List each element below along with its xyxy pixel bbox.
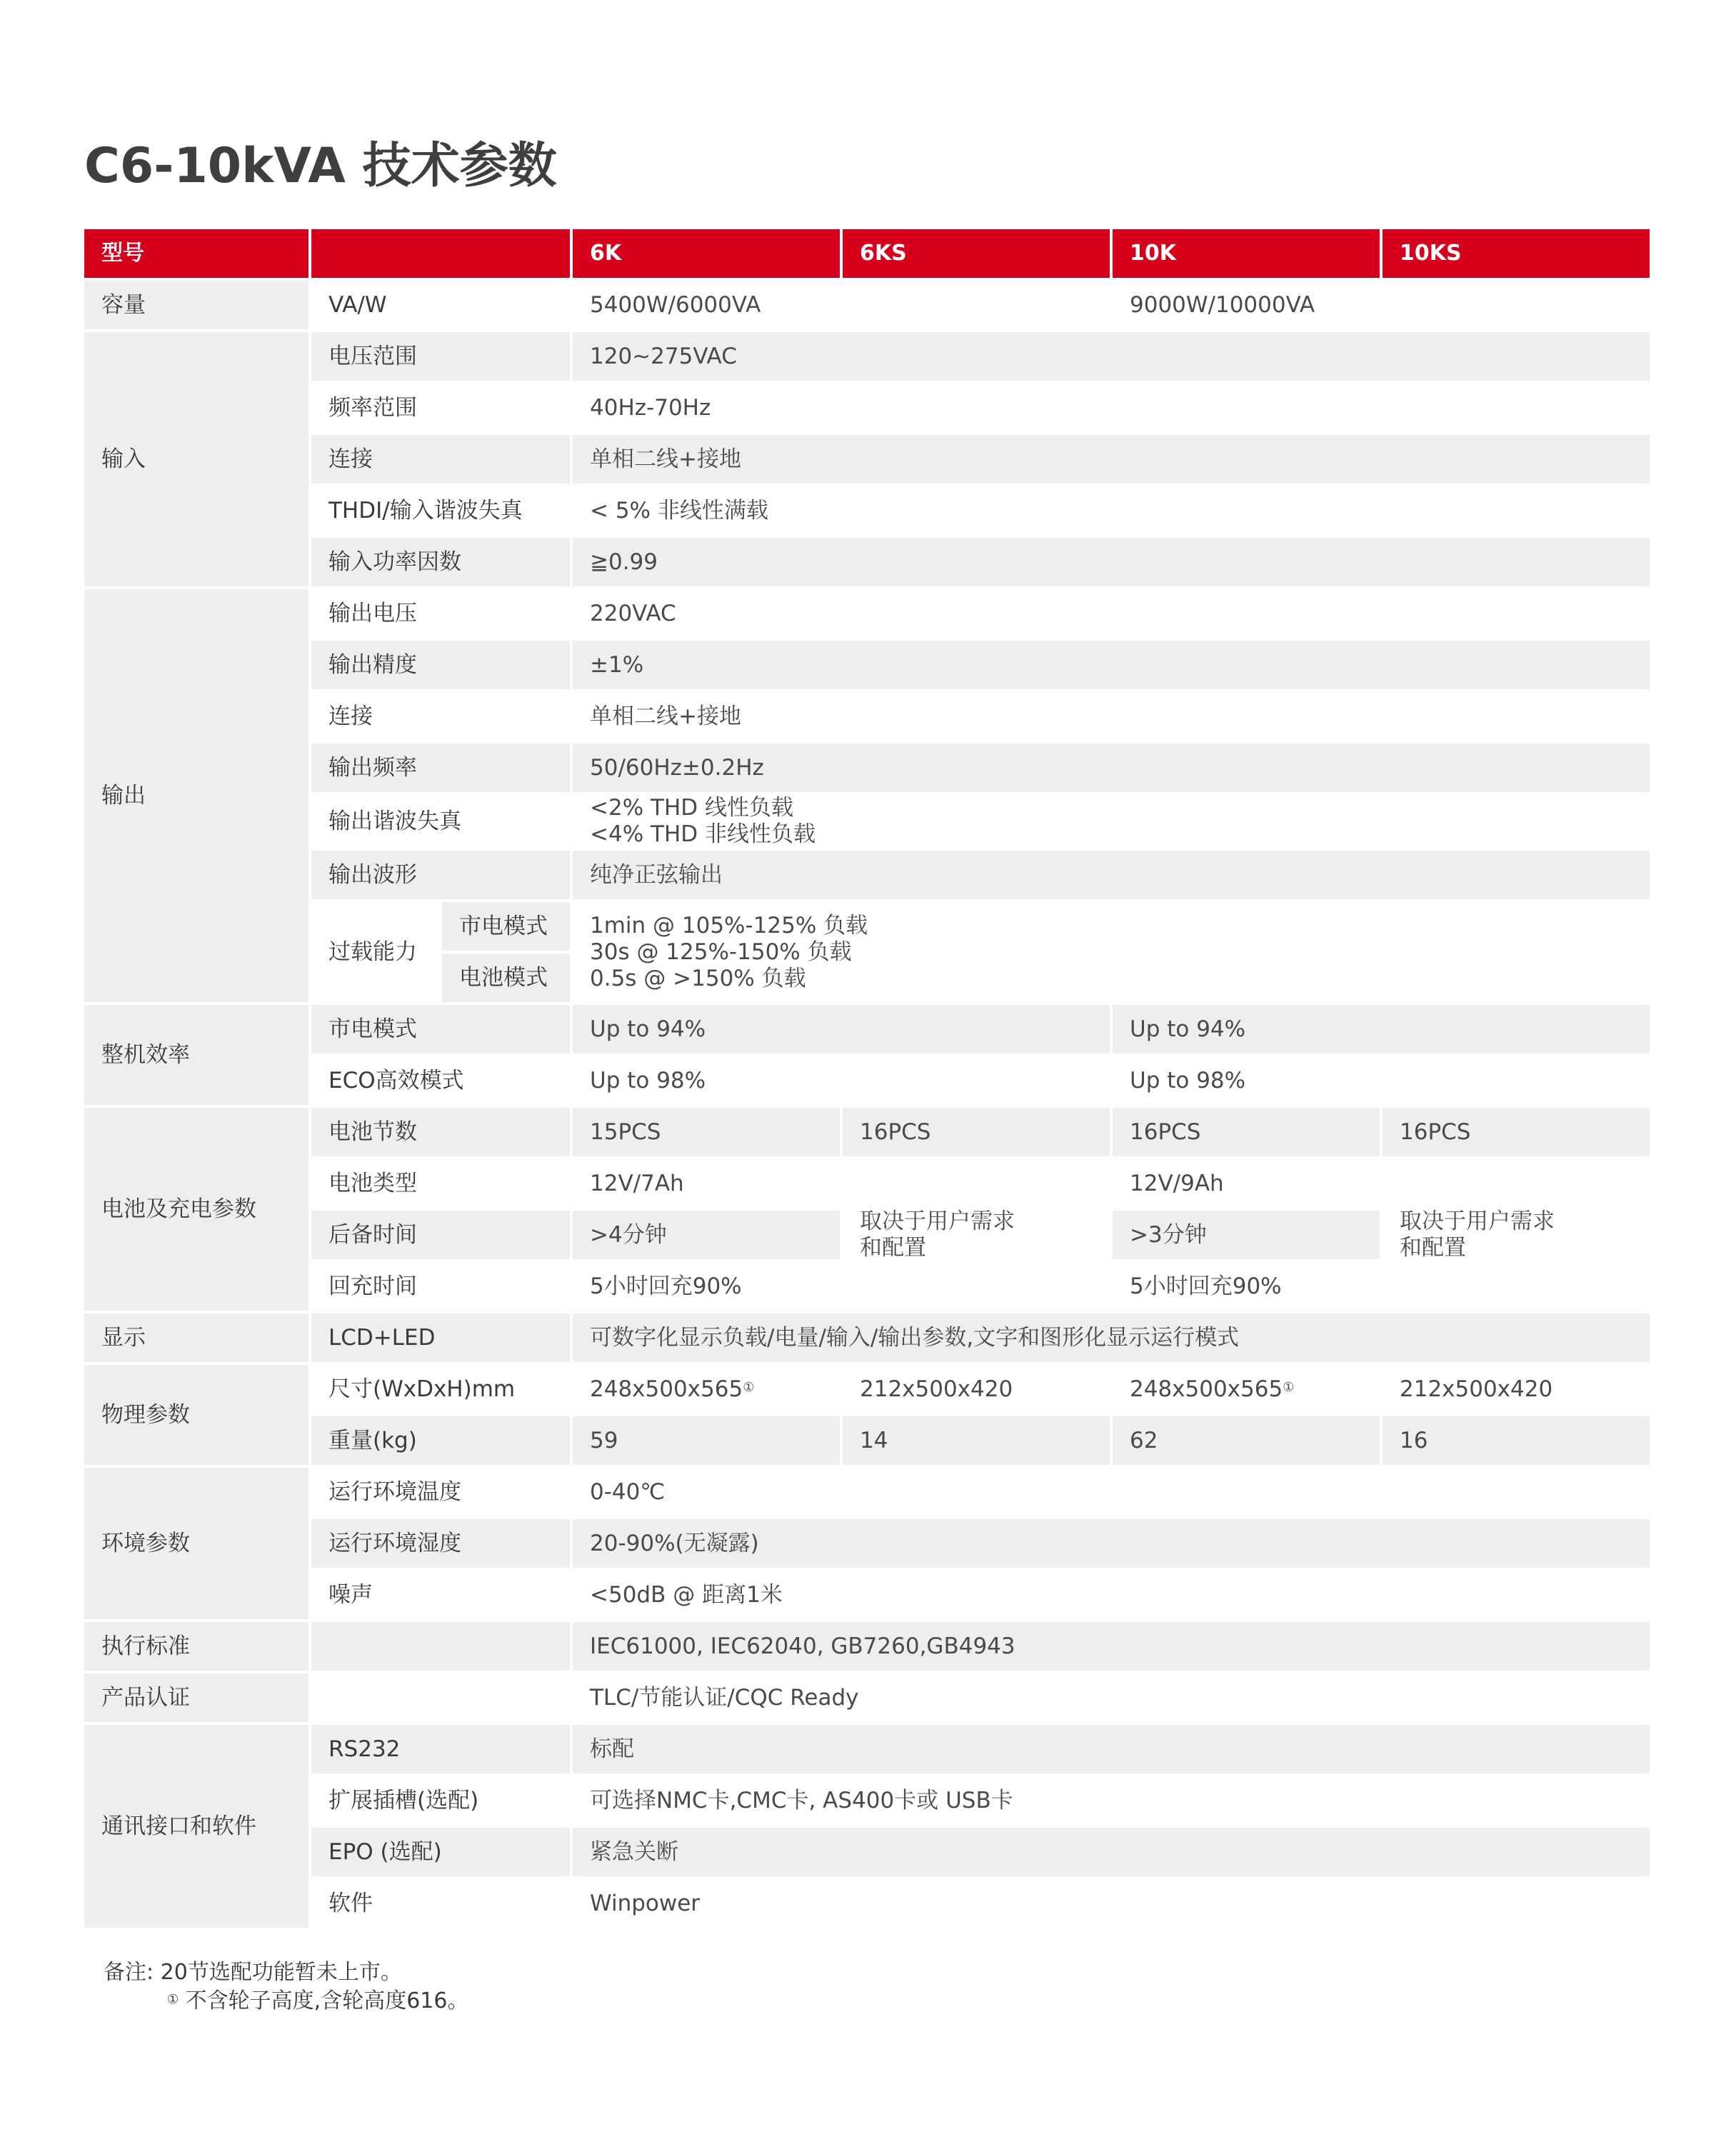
- table-row: [84, 589, 1650, 638]
- cell-value: 可选择NMC卡,CMC卡, AS400卡或 USB卡: [573, 1776, 1650, 1825]
- row-label: [311, 1622, 570, 1671]
- row-label: 市电模式: [311, 1005, 570, 1054]
- cell-value: [843, 1159, 1110, 1311]
- row-label: 输入功率因数: [311, 538, 570, 586]
- table-row: [84, 281, 1650, 329]
- table-row: [84, 692, 1650, 741]
- table-row: [84, 1365, 1650, 1413]
- ks-line: 和配置: [1400, 1235, 1466, 1261]
- header-6ks: 6KS: [843, 229, 1110, 278]
- cell-value: 单相二线+接地: [573, 692, 1650, 741]
- cell-value: 可数字化显示负载/电量/输入/输出参数,文字和图形化显示运行模式: [573, 1313, 1650, 1362]
- table-row: [84, 1468, 1650, 1516]
- cell-value: 212x500x420: [1383, 1365, 1650, 1413]
- footnote-mark: ①: [743, 1380, 755, 1395]
- cell-value: <50dB @ 距离1米: [573, 1571, 1650, 1619]
- row-label: 重量(kg): [311, 1416, 570, 1465]
- cell-value: 16PCS: [843, 1108, 1110, 1156]
- row-label: EPO (选配): [311, 1828, 570, 1876]
- row-label: 输出频率: [311, 744, 570, 792]
- row-label: 尺寸(WxDxH)mm: [311, 1365, 570, 1413]
- row-label: 输出精度: [311, 641, 570, 689]
- row-label: 过载能力: [311, 902, 439, 1002]
- spec-table: [81, 226, 1652, 1931]
- thd-line: <4% THD 非线性负载: [590, 821, 816, 847]
- row-label: [311, 1673, 570, 1722]
- row-label: 后备时间: [311, 1211, 570, 1259]
- cell-value: 120~275VAC: [573, 332, 1650, 381]
- cell-value: 50/60Hz±0.2Hz: [573, 744, 1650, 792]
- category-certification: 产品认证: [84, 1673, 308, 1722]
- header-10k: 10K: [1113, 229, 1380, 278]
- cell-value: 212x500x420: [843, 1365, 1110, 1413]
- cell-value: 15PCS: [573, 1108, 840, 1156]
- category-capacity: 容量: [84, 281, 308, 329]
- cell-value: 62: [1113, 1416, 1380, 1465]
- cell-value: IEC61000, IEC62040, GB7260,GB4943: [573, 1622, 1650, 1671]
- ks-line: 取决于用户需求: [1400, 1208, 1555, 1234]
- row-label: 运行环境温度: [311, 1468, 570, 1516]
- row-label: LCD+LED: [311, 1313, 570, 1362]
- table-row: [84, 1519, 1650, 1568]
- footnotes: [104, 1958, 468, 2016]
- cell-value: ±1%: [573, 641, 1650, 689]
- row-label: 回充时间: [311, 1262, 570, 1311]
- cell-value: ≧0.99: [573, 538, 1650, 586]
- row-label: THDI/输入谐波失真: [311, 486, 570, 535]
- category-efficiency: 整机效率: [84, 1005, 308, 1105]
- header-10ks: 10KS: [1383, 229, 1650, 278]
- size-text: 248x500x565: [1130, 1376, 1283, 1402]
- cell-value: 单相二线+接地: [573, 435, 1650, 484]
- table-row: [84, 744, 1650, 792]
- row-label: 电池节数: [311, 1108, 570, 1156]
- cell-value: 59: [573, 1416, 840, 1465]
- table-row: [84, 1108, 1650, 1156]
- category-physical: 物理参数: [84, 1365, 308, 1465]
- category-input: 输入: [84, 332, 308, 586]
- table-row: [84, 1879, 1650, 1928]
- table-row: [84, 902, 1650, 951]
- header-6k: 6K: [573, 229, 840, 278]
- table-row: [84, 435, 1650, 484]
- cell-value: 标配: [573, 1725, 1650, 1773]
- category-comm: 通讯接口和软件: [84, 1725, 308, 1928]
- table-row: [84, 1828, 1650, 1876]
- category-environment: 环境参数: [84, 1468, 308, 1619]
- note-line: 备注: 20节选配功能暂未上市。: [104, 1960, 402, 1985]
- table-row: [84, 332, 1650, 381]
- cell-value: 20-90%(无凝露): [573, 1519, 1650, 1568]
- cell-value: 9000W/10000VA: [1113, 281, 1650, 329]
- table-row: [84, 1159, 1650, 1208]
- category-battery: 电池及充电参数: [84, 1108, 308, 1311]
- cell-value: < 5% 非线性满载: [573, 486, 1650, 535]
- footnote-mark: ①: [1283, 1380, 1295, 1395]
- cell-value: 紧急关断: [573, 1828, 1650, 1876]
- cell-value: 5小时回充90%: [1113, 1262, 1380, 1311]
- cell-value: 16PCS: [1113, 1108, 1380, 1156]
- thd-line: <2% THD 线性负载: [590, 795, 793, 821]
- cell-value: 40Hz-70Hz: [573, 384, 1650, 432]
- row-label: 扩展插槽(选配): [311, 1776, 570, 1825]
- table-row: [84, 1056, 1650, 1105]
- cell-value: [573, 1365, 840, 1413]
- cell-value: >3分钟: [1113, 1211, 1380, 1259]
- cell-value: Winpower: [573, 1879, 1650, 1928]
- table-row: [84, 851, 1650, 899]
- header-row: [84, 229, 1650, 278]
- table-row: [84, 641, 1650, 689]
- table-row: [84, 1571, 1650, 1619]
- overload-line: 0.5s @ >150% 负载: [590, 965, 806, 991]
- header-blank: [311, 229, 570, 278]
- header-model: 型号: [84, 229, 308, 278]
- row-label: 连接: [311, 435, 570, 484]
- ks-line: 取决于用户需求: [860, 1208, 1015, 1234]
- cell-value: Up to 98%: [1113, 1056, 1650, 1105]
- page-title: C6-10kVA 技术参数: [84, 138, 557, 194]
- table-row: [84, 1005, 1650, 1054]
- cell-value: [1113, 1365, 1380, 1413]
- size-text: 248x500x565: [590, 1376, 743, 1402]
- table-row: [84, 1725, 1650, 1773]
- row-label: VA/W: [311, 281, 570, 329]
- table-row: [84, 1313, 1650, 1362]
- cell-value: 5400W/6000VA: [573, 281, 1110, 329]
- cell-value: 16: [1383, 1416, 1650, 1465]
- row-label: 输出电压: [311, 589, 570, 638]
- table-row: [84, 384, 1650, 432]
- category-display: 显示: [84, 1313, 308, 1362]
- cell-value: 14: [843, 1416, 1110, 1465]
- cell-value: 220VAC: [573, 589, 1650, 638]
- cell-value: >4分钟: [573, 1211, 840, 1259]
- category-standard: 执行标准: [84, 1622, 308, 1671]
- table-row: [84, 486, 1650, 535]
- cell-value: [573, 902, 1650, 1002]
- cell-value: [1383, 1159, 1650, 1311]
- cell-value: [573, 795, 1650, 848]
- cell-value: Up to 94%: [1113, 1005, 1650, 1054]
- table-row: [84, 1776, 1650, 1825]
- row-label: 输出波形: [311, 851, 570, 899]
- row-label: 连接: [311, 692, 570, 741]
- cell-value: Up to 98%: [573, 1056, 1110, 1105]
- overload-line: 1min @ 105%-125% 负载: [590, 912, 868, 939]
- row-label: 软件: [311, 1879, 570, 1928]
- overload-line: 30s @ 125%-150% 负载: [590, 939, 852, 965]
- row-label: 电池类型: [311, 1159, 570, 1208]
- cell-value: TLC/节能认证/CQC Ready: [573, 1673, 1650, 1722]
- row-label: 输出谐波失真: [311, 795, 570, 848]
- cell-value: 5小时回充90%: [573, 1262, 840, 1311]
- sub-label: 市电模式: [442, 902, 570, 951]
- cell-value: 12V/9Ah: [1113, 1159, 1380, 1208]
- row-label: 频率范围: [311, 384, 570, 432]
- cell-value: 16PCS: [1383, 1108, 1650, 1156]
- cell-value: 纯净正弦输出: [573, 851, 1650, 899]
- row-label: 电压范围: [311, 332, 570, 381]
- footnote-mark: ①: [167, 1992, 179, 2007]
- cell-value: 12V/7Ah: [573, 1159, 840, 1208]
- table-row: [84, 1622, 1650, 1671]
- row-label: RS232: [311, 1725, 570, 1773]
- category-output: 输出: [84, 589, 308, 1002]
- row-label: 运行环境湿度: [311, 1519, 570, 1568]
- row-label: ECO高效模式: [311, 1056, 570, 1105]
- row-label: 噪声: [311, 1571, 570, 1619]
- ks-line: 和配置: [860, 1235, 926, 1261]
- cell-value: Up to 94%: [573, 1005, 1110, 1054]
- table-row: [84, 1416, 1650, 1465]
- note-text: 不含轮子高度,含轮高度616。: [179, 1988, 469, 2013]
- table-row: [84, 795, 1650, 848]
- note-line: [104, 1987, 468, 2016]
- sub-label: 电池模式: [442, 954, 570, 1002]
- cell-value: 0-40℃: [573, 1468, 1650, 1516]
- table-row: [84, 538, 1650, 586]
- table-row: [84, 1673, 1650, 1722]
